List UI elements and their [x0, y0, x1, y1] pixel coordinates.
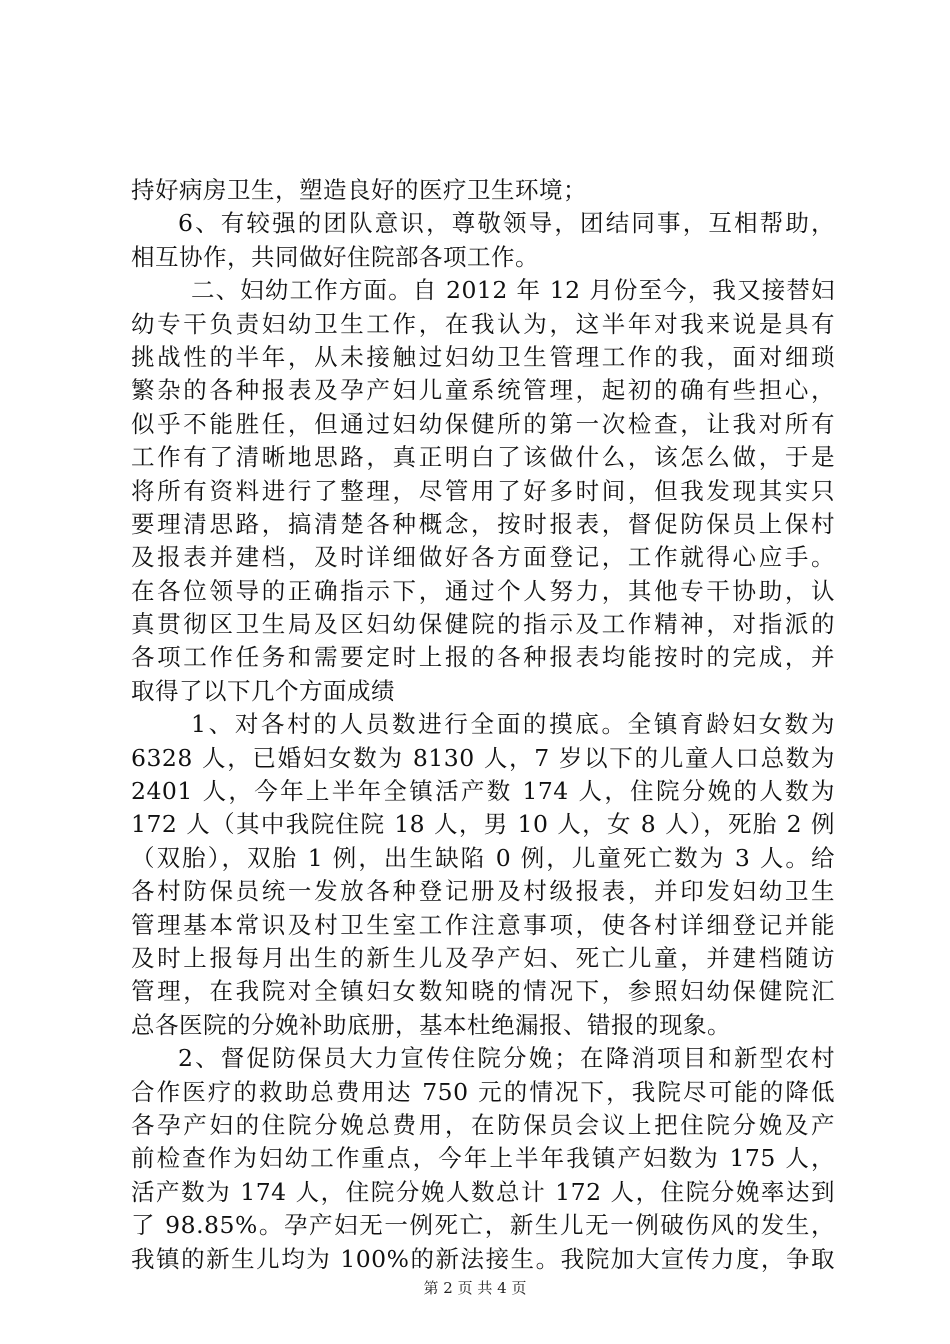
text-line: 及时上报每月出生的新生儿及孕产妇、死亡儿童，并建档随访 [131, 943, 835, 972]
text-line: 合作医疗的救助总费用达 750 元的情况下，我院尽可能的降低 [131, 1077, 835, 1106]
text-line: 各孕产妇的住院分娩总费用，在防保员会议上把住院分娩及产 [131, 1110, 835, 1139]
text-line: 及报表并建档，及时详细做好各方面登记，工作就得心应手。 [131, 543, 835, 572]
document-body [131, 174, 835, 1276]
text-line: 繁杂的各种报表及孕产妇儿童系统管理，起初的确有些担心， [131, 376, 835, 405]
page-footer [0, 1277, 950, 1298]
text-line: （双胎），双胎 1 例，出生缺陷 0 例，儿童死亡数为 3 人。给 [131, 843, 835, 872]
text-line: 似乎不能胜任，但通过妇幼保健所的第一次检查，让我对所有 [131, 409, 835, 438]
page-number: 第 2 页 共 4 页 [423, 1279, 527, 1297]
text-line: 工作有了清晰地思路，真正明白了该做什么，该怎么做，于是 [131, 443, 835, 472]
text-line: 2、督促防保员大力宣传住院分娩；在降消项目和新型农村 [178, 1044, 835, 1073]
text-line: 了 98.85%。孕产妇无一例死亡，新生儿无一例破伤风的发生， [131, 1211, 835, 1240]
text-line: 取得了以下几个方面成绩 [131, 676, 395, 705]
text-line: 6328 人，已婚妇女数为 8130 人，7 岁以下的儿童人口总数为 [131, 743, 835, 772]
text-line: 管理基本常识及村卫生室工作注意事项，使各村详细登记并能 [131, 910, 835, 939]
text-line: 我镇的新生儿均为 100%的新法接生。我院加大宣传力度，争取 [131, 1244, 835, 1273]
text-line: 6、有较强的团队意识，尊敬领导，团结同事，互相帮助， [178, 209, 835, 238]
text-line: 二、妇幼工作方面。自 2012 年 12 月份至今，我又接替妇 [191, 276, 835, 305]
text-line: 持好病房卫生，塑造良好的医疗卫生环境； [131, 176, 587, 204]
text-line: 各村防保员统一发放各种登记册及村级报表，并印发妇幼卫生 [131, 877, 835, 906]
text-line: 各项工作任务和需要定时上报的各种报表均能按时的完成，并 [131, 643, 835, 672]
text-line: 2401 人，今年上半年全镇活产数 174 人，住院分娩的人数为 [131, 777, 835, 806]
text-line: 真贯彻区卫生局及区妇幼保健院的指示及工作精神，对指派的 [131, 610, 835, 639]
text-line: 幼专干负责妇幼卫生工作，在我认为，这半年对我来说是具有 [131, 309, 835, 338]
text-line: 总各医院的分娩补助底册，基本杜绝漏报、错报的现象。 [131, 1010, 731, 1039]
text-line: 管理，在我院对全镇妇女数知晓的情况下，参照妇幼保健院汇 [131, 977, 835, 1006]
text-line: 挑战性的半年，从未接触过妇幼卫生管理工作的我，面对细琐 [131, 342, 835, 371]
text-line: 要理清思路，搞清楚各种概念，按时报表，督促防保员上保村 [131, 509, 835, 538]
text-line: 在各位领导的正确指示下，通过个人努力，其他专干协助，认 [131, 576, 835, 605]
text-line: 前检查作为妇幼工作重点，今年上半年我镇产妇数为 175 人， [131, 1144, 835, 1173]
text-line: 相互协作，共同做好住院部各项工作。 [131, 242, 539, 271]
text-line: 活产数为 174 人，住院分娩人数总计 172 人，住院分娩率达到 [131, 1177, 835, 1206]
text-line: 172 人（其中我院住院 18 人，男 10 人，女 8 人），死胎 2 例 [131, 810, 835, 839]
text-line: 将所有资料进行了整理，尽管用了好多时间，但我发现其实只 [131, 476, 835, 505]
text-line: 1、对各村的人员数进行全面的摸底。全镇育龄妇女数为 [191, 710, 835, 739]
